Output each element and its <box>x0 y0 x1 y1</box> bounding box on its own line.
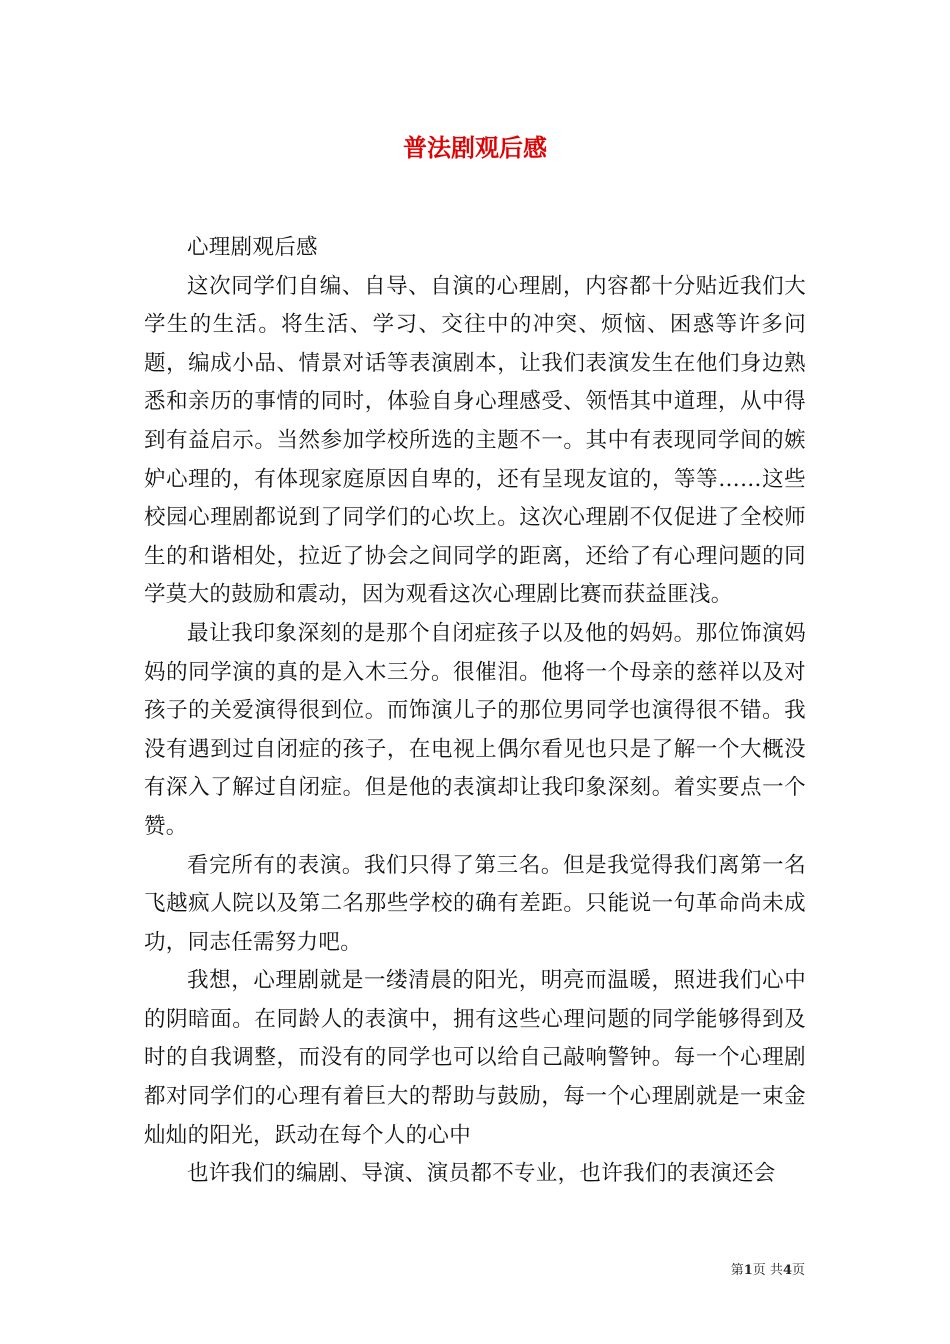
footer-suffix: 页 <box>791 1263 805 1278</box>
paragraph-5: 也许我们的编剧、导演、演员都不专业，也许我们的表演还会 <box>187 1161 776 1187</box>
paragraph-2: 最让我印象深刻的是那个自闭症孩子以及他的妈妈。那位饰演妈妈的同学演的真的是入木三分。很催泪。他将一个母亲的慈祥以及对孩子的关爱演得很到位。而饰演儿子的那位男同学也演得很不错。我没有遇到过自闭症的孩子，在电视上偶尔看见也只是了解一个大概没有深入了解过自闭症。但是他的表演却让我印象深刻。着实要点一个赞。 <box>144 620 806 839</box>
paragraph-1: 这次同学们自编、自导、自演的心理剧，内容都十分贴近我们大学生的生活。将生活、学习、交往中的冲突、烦恼、困惑等许多问题，编成小品、情景对话等表演剧本，让我们表演发生在他们身边熟悉和亲历的事情的同时，体验自身心理感受、领悟其中道理，从中得到有益启示。当然参加学校所选的主题不一。其中有表现同学间的嫉妒心理的，有体现家庭原因自卑的，还有呈现友谊的，等等……这些校园心理剧都说到了同学们的心坎上。这次心理剧不仅促进了全校师生的和谐相处，拉近了协会之间同学的距离，还给了有心理问题的同学莫大的鼓励和震动，因为观看这次心理剧比赛而获益匪浅。 <box>144 273 806 608</box>
document-title: 普法剧观后感 <box>403 133 547 162</box>
paragraph-subtitle: 心理剧观后感 <box>187 235 318 260</box>
footer-current-page: 1 <box>743 1263 753 1278</box>
paragraph-4: 我想，心理剧就是一缕清晨的阳光，明亮而温暖，照进我们心中的阴暗面。在同龄人的表演中，拥有这些心理问题的同学能够得到及时的自我调整，而没有的同学也可以给自己敲响警钟。每一个心理剧都对同学们的心理有着巨大的帮助与鼓励，每一个心理剧就是一束金灿灿的阳光，跃动在每个人的心中 <box>144 968 806 1148</box>
footer-prefix: 第 <box>730 1263 744 1278</box>
footer-total-pages: 4 <box>782 1263 792 1278</box>
page-footer <box>731 1262 805 1280</box>
footer-middle: 页 共 <box>752 1263 783 1278</box>
paragraph-3: 看完所有的表演。我们只得了第三名。但是我觉得我们离第一名飞越疯人院以及第二名那些学校的确有差距。只能说一句革命尚未成功，同志任需努力吧。 <box>144 852 806 955</box>
document-body <box>144 229 806 1194</box>
